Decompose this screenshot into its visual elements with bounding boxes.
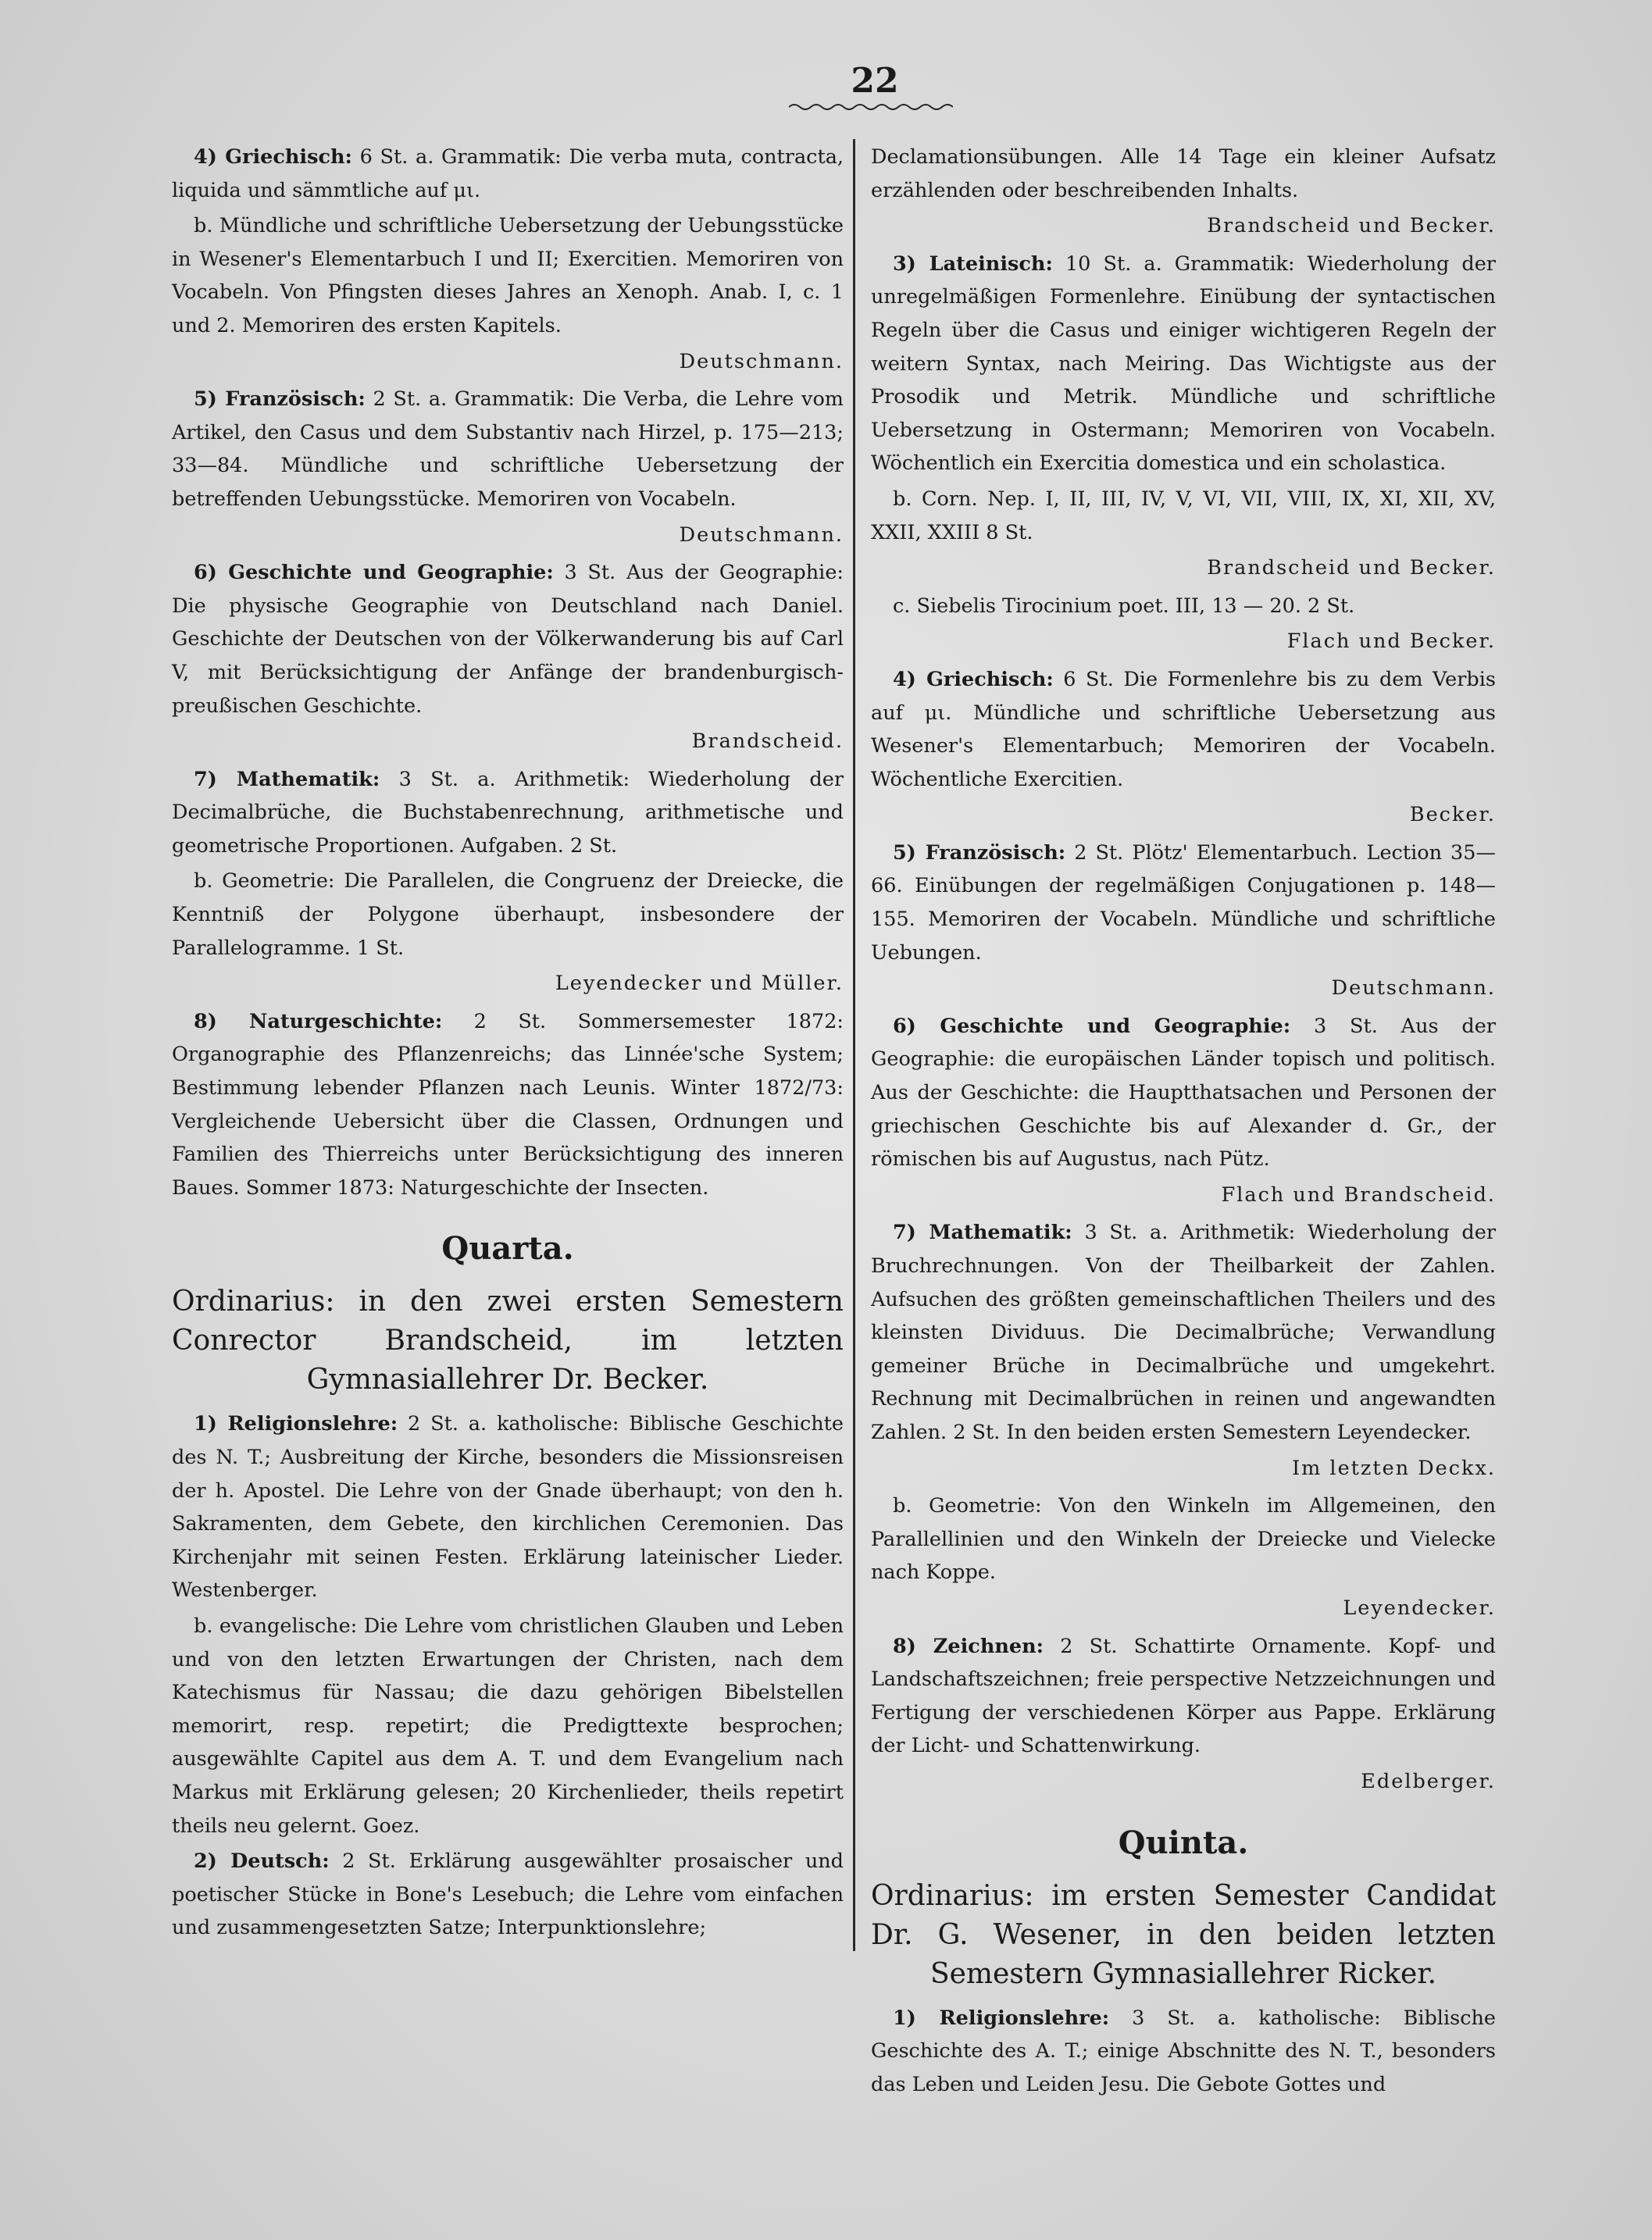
paragraph-text: 3 St. Aus der Geographie: die europäischen Länder topisch und politisch. Aus der Geschichte: die Hauptthatsachen und Personen der griechischen Geschichte bis auf Alexander d. Gr., der römischen bis auf Augustus, nach Pütz. [871,1014,1496,1172]
teacher-signature: Becker. [1409,803,1496,827]
paragraph-text: 6 St. Die Formenlehre bis zu dem Verbis auf μι. Mündliche und schriftliche Uebersetzung aus Wesener's Elementarbuch; Memoriren der Vocabeln. Wöchentliche Exercitien. [871,667,1496,791]
paragraph-text: b. Mündliche und schriftliche Uebersetzung der Uebungsstücke in Wesener's Elementarbuch I und II; Exercitien. Memoriren von Vocabeln. Von Pfingsten dieses Jahres an Xenoph. Anab. I, c. 1 und 2. Memoriren des ersten Kapitels. [172,214,844,337]
paragraph-text: 3 St. Aus der Geographie: Die physische Geographie von Deutschland nach Daniel. Geschichte der Deutschen von der Völkerwanderung bis auf Carl V, mit Berücksichtigung der Anfänge der brandenburgisch-preußischen Geschichte. [172,561,844,718]
paragraph-text: b. evangelische: Die Lehre vom christlichen Glauben und Leben und von den letzten Erwartungen der Christen, nach dem Katechismus für Nassau; die dazu gehörigen Bibelstellen memorirt, resp. repetirt; die Predigttexte besprochen; ausgewählte Capitel aus dem A. T. und dem Evangelium nach Markus mit Erklärung gelesen; 20 Kirchenlieder, theils repetirt theils neu gelernt. Goez. [172,1614,844,1838]
paragraph [172,1610,844,1842]
teacher-signature: Brandscheid und Becker. [1207,214,1496,238]
paragraph [871,836,1496,969]
paragraph [172,556,844,722]
subject-heading: 1) Religionslehre: [194,1412,398,1436]
paragraph-text: 3 St. a. katholische: Biblische Geschichte des A. T.; einige Abschnitte des N. T., besonders das Leben und Leiden Jesu. Die Gebote Gottes und [871,2006,1496,2096]
paragraph-text: Declamationsübungen. Alle 14 Tage ein kleiner Aufsatz erzählenden oder beschreibenden Inhalts. [871,145,1496,202]
subject-heading: 7) Mathematik: [893,1221,1072,1245]
paragraph [172,141,844,207]
paragraph-text: 2 St. a. katholische: Biblische Geschichte des N. T.; Ausbreitung der Kirche, besonders die Missionsreisen der h. Apostel. Die Lehre von der Gnade überhaupt; von den h. Sakramenten, dem Gebete, den kirchlichen Ceremonien. Das Kirchenjahr mit seinen Festen. Erklärung lateinischer Lieder. Westenberger. [172,1412,844,1603]
wavy-rule-ornament [789,102,953,112]
paragraph-text: 2 St. Plötz' Elementarbuch. Lection 35—66. Einübungen der regelmäßigen Conjugationen p. 148—155. Memoriren der Vocabeln. Mündliche und schriftliche Uebungen. [871,840,1496,965]
subject-heading: 7) Mathematik: [194,767,380,791]
subject-heading: 6) Geschichte und Geographie: [194,561,554,585]
subject-heading: 4) Griechisch: [893,667,1054,691]
ordinarius-line: Ordinarius: im ersten Semester Candidat Dr. G. Wesener, in den beiden letzten Semestern Gymnasiallehrer Ricker. [871,1879,1496,1990]
paragraph [871,1216,1496,1449]
paragraph [172,865,844,965]
paragraph [871,1010,1496,1176]
paragraph [172,209,844,342]
teacher-signature: Brandscheid und Becker. [1207,556,1496,580]
teacher-signature: Flach und Becker. [1286,630,1496,654]
paragraph-text: 2 St. Sommersemester 1872: Organographie des Pflanzenreichs; das Linnée'sche System; Bestimmung lebender Pflanzen nach Leunis. Winter 1872/73: Vergleichende Uebersicht über die Classen, Ordnungen und Familien des Thierreichs unter Berücksichtigung des inneren Baues. Sommer 1873: Naturgeschichte der Insecten. [172,1009,844,1200]
paragraph [871,590,1496,623]
paragraph [172,1845,844,1945]
paragraph-text: 6 St. a. Grammatik: Die verba muta, contracta, liquida und sämmtliche auf μι. [172,145,844,202]
teacher-signature: Leyendecker. [1343,1596,1496,1620]
page-number: 22 [851,61,899,101]
paragraph [172,1407,844,1607]
paragraph [871,141,1496,207]
paragraph-text: 2 St. a. Grammatik: Die Verba, die Lehre vom Artikel, den Casus und dem Substantiv nach Hirzel, p. 175—213; 33—84. Mündliche und schriftliche Uebersetzung der betreffenden Uebungsstücke. Memoriren von Vocabeln. [172,387,844,511]
subject-heading: 1) Religionslehre: [893,2006,1110,2030]
subject-heading: 3) Lateinisch: [893,251,1053,276]
paragraph-text: 2 St. Schattirte Ornamente. Kopf- und Landschaftszeichnen; freie perspective Netzzeichnungen und Fertigung der verschiedenen Körper aus Pappe. Erklärung der Licht- und Schattenwirkung. [871,1634,1496,1758]
right-column [871,141,1496,2103]
teacher-signature: Leyendecker und Müller. [555,972,844,996]
paragraph [172,1005,844,1205]
paragraph-text: 3 St. a. Arithmetik: Wiederholung der Bruchrechnungen. Von der Theilbarkeit der Zahlen. Aufsuchen des größten gemeinschaftlichen Theilers und des kleinsten Dividuus. Die Decimalbrüche; Verwandlung gemeiner Brüche in Decimalbrüche und umgekehrt. Rechnung mit Decimalbrüchen in reinen und angewandten Zahlen. 2 St. In den beiden ersten Semestern Leyendecker. [871,1221,1497,1444]
left-column [172,141,844,1947]
paragraph [871,663,1496,796]
paragraph-text: b. Corn. Nep. I, II, III, IV, V, VI, VII, VIII, IX, XI, XII, XV, XXII, XXIII 8 St. [871,487,1496,544]
teacher-signature: Edelberger. [1361,1769,1496,1793]
subject-heading: 6) Geschichte und Geographie: [893,1014,1291,1038]
teacher-signature: Im letzten Deckx. [1292,1456,1496,1480]
section-title: Quarta. [441,1230,574,1268]
paragraph [871,483,1496,549]
teacher-signature: Brandscheid. [691,729,844,754]
teacher-signature: Flach und Brandscheid. [1221,1182,1496,1207]
paragraph-text: 10 St. a. Grammatik: Wiederholung der unregelmäßigen Formenlehre. Einübung der syntactischen Regeln über die Casus und einiger wichtigeren Regeln der weitern Syntax, nach Meiring. Das Wichtigste aus der Prosodik und Metrik. Mündliche und schriftliche Uebersetzung in Ostermann; Memoriren von Vocabeln. Wöchentlich ein Exercitia domestica und ein scholastica. [871,251,1497,476]
paragraph-text: c. Siebelis Tirocinium poet. III, 13 — 20. 2 St. [893,594,1355,618]
subject-heading: 8) Zeichnen: [893,1634,1044,1658]
subject-heading: 5) Französisch: [893,840,1066,865]
subject-heading: 8) Naturgeschichte: [194,1009,443,1033]
subject-heading: 2) Deutsch: [194,1849,330,1874]
paragraph [871,248,1496,480]
paragraph [172,763,844,863]
ordinarius-line: Ordinarius: in den zwei ersten Semestern Conrector Brandscheid, im letzten Gymnasiallehrer Dr. Becker. [172,1286,844,1396]
paragraph-text: b. Geometrie: Die Parallelen, die Congruenz der Dreiecke, die Kenntniß der Polygone überhaupt, insbesondere der Parallelogramme. 1 St. [172,869,844,960]
paragraph [871,2002,1496,2102]
subject-heading: 4) Griechisch: [194,145,352,169]
paragraph [871,1489,1496,1589]
column-divider [853,139,855,1951]
paragraph-text: 3 St. a. Arithmetik: Wiederholung der Decimalbrüche, die Buchstabenrechnung, arithmetische und geometrische Proportionen. Aufgaben. 2 St. [172,767,844,858]
section-title: Quinta. [1118,1824,1249,1861]
paragraph-text: 2 St. Erklärung ausgewählter prosaischer und poetischer Stücke in Bone's Lesebuch; die Lehre vom einfachen und zusammengesetzten Satze; Interpunktionslehre; [172,1849,844,1940]
paragraph [172,383,844,515]
paragraph-text: b. Geometrie: Von den Winkeln im Allgemeinen, den Parallellinien und den Winkeln der Dreiecke und Vielecke nach Koppe. [871,1494,1496,1585]
teacher-signature: Deutschmann. [1331,976,1496,1001]
subject-heading: 5) Französisch: [194,387,366,412]
teacher-signature: Deutschmann. [679,349,844,373]
teacher-signature: Deutschmann. [679,523,844,547]
paragraph [871,1630,1496,1763]
